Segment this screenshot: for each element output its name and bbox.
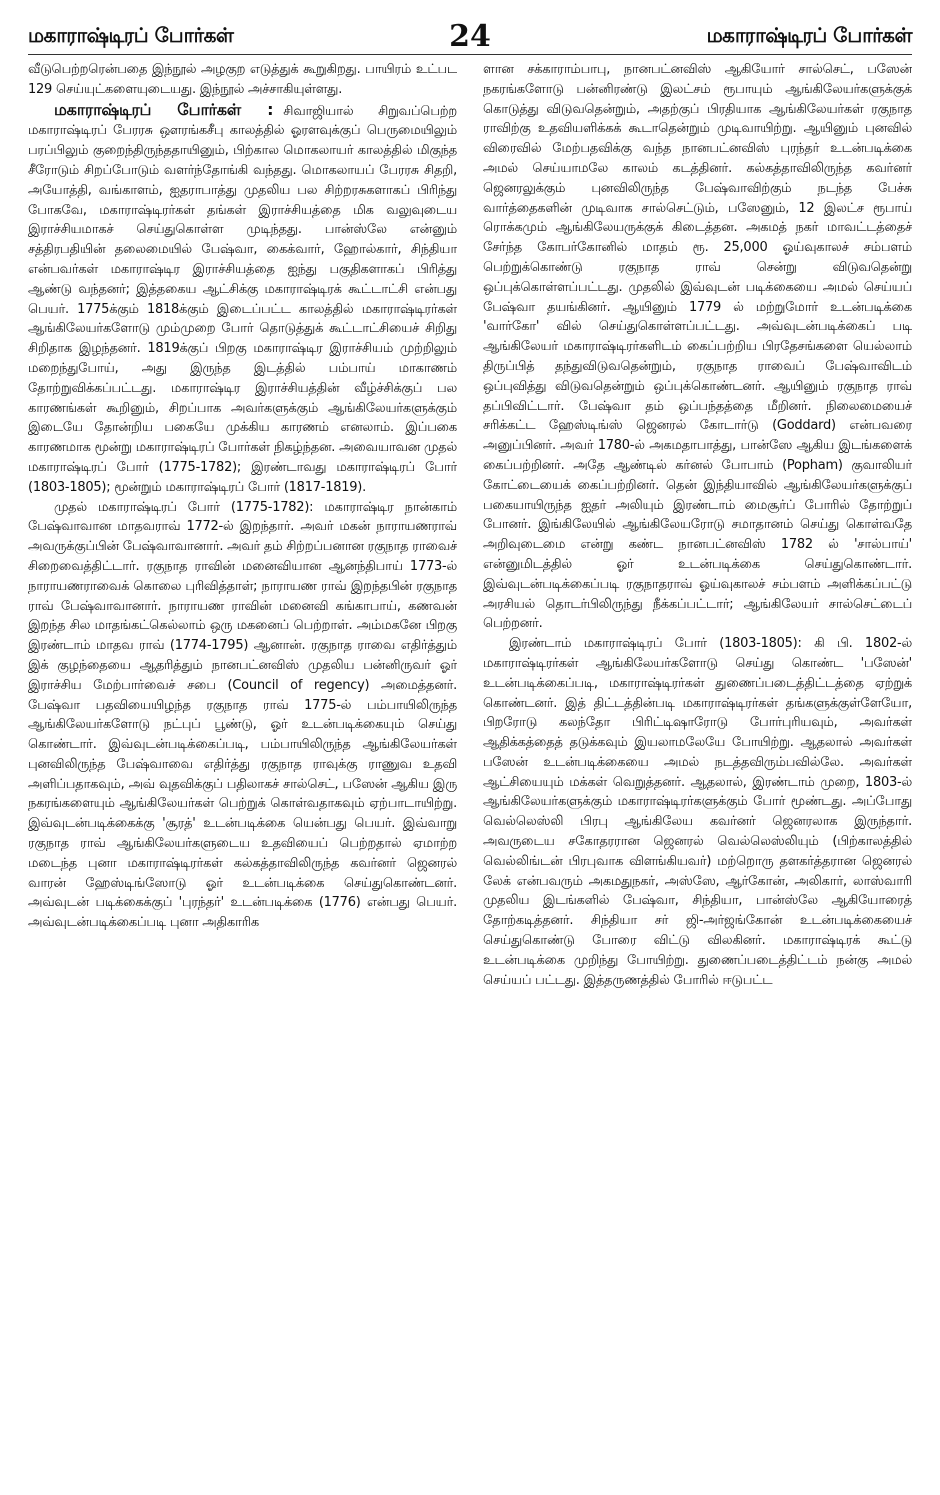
running-title-right: மகாராஷ்டிரப் போர்கள் [706, 22, 912, 47]
section-heading: மகாராஷ்டிரப் போர்கள் : [54, 99, 274, 119]
paragraph-text: சிவாஜியால் சிறுவப்பெற்ற மகாராஷ்டிரப் பேரரசு ஔரங்கசீபு காலத்தில் ஓரளவுக்குப் பெருமையிலும் பரப்பிலும் குறைந்திருந்ததாயினும், பிற்கால மொகலாயர் காலத்தில் மிகுந்த சீரோடும் சிறப்போடும் வளர்ந்தோங்கி வந்தது. மொகலாயப் பேரரசு சிதறி, அயோத்தி, வங்காளம், ஐதராபாத்து முதலிய பல சிற்றரசுகளாகப் பிரிந்து போகவே, மகாராஷ்டிரர்கள் தங்கள் இராச்சியத்தை மிக வலுவுடைய இராச்சியமாகச் செய்துகொள்ள முடிந்தது. பான்ஸ்லே என்னும் சத்திரபதியின் தலைமையில் பேஷ்வா, கைக்வார், ஹோல்கார், சிந்தியா என்பவர்கள் மகாராஷ்டிர இராச்சியத்தை ஐந்து பகுதிகளாகப் பிரித்து ஆண்டு வந்தனர்; இத்தகைய ஆட்சிக்கு மகாராஷ்டிரக் கூட்டாட்சி என்பது பெயர். 1775க்கும் 1818க்கும் இடைப்பட்ட காலத்தில் மகாராஷ்டிரர்கள் ஆங்கிலேயர்களோடு மும்முறை போர் தொடுத்துக் கூட்டாட்சியைச் சிறிது சிறிதாக இழந்தனர். 1819க்குப் பிறகு மகாராஷ்டிர இராச்சியம் முற்றிலும் மறைந்துபோய், அது இருந்த இடத்தில் பம்பாய் மாகாணம் தோற்றுவிக்கப்பட்டது. மகாராஷ்டிர இராச்சியத்தின் வீழ்ச்சிக்குப் பல காரணங்கள் கூறினும், சிறப்பாக அவர்களுக்கும் ஆங்கிலேயர்களுக்கும் இடையே தோன்றிய பகையே முக்கிய காரணம் எனலாம். இப்பகை காரணமாக மூன்று மகாராஷ்டிரப் போர்கள் நிகழ்ந்தன. அவையாவன முதல் மகாராஷ்டிரப் போர் (1775-1782); இரண்டாவது மகாராஷ்டிரப் போர் (1803-1805); மூன்றும் மகாராஷ்டிரப் போர் (1817-1819). [28, 103, 457, 495]
paragraph: வீடுபெற்றரென்பதை இந்நூல் அழகுற எடுத்துக் கூறுகிறது. பாயிரம் உட்பட 129 செய்யுட்களையுடையது. இந்நூல் அச்சாகியுள்ளது. [28, 62, 457, 97]
paragraph: ளான சக்காராம்பாபு, நானபட்னவிஸ் ஆகியோர் சால்செட், பஸேன் நகரங்களோடு பன்னிரண்டு இலட்சம் ரூபாயும் ஆங்கிலேயர்களுக்குக் கொடுத்து விடுவதென்றும், அதற்குப் பிரதியாக ஆங்கிலேயர்கள் ரகுநாத ராவிற்கு உதவியளிக்கக் கூடாதென்றும் முடிவாயிற்று. ஆயினும் புனவில் விரைவில் மேற்பதவிக்கு வந்த நானபட்னவிஸ் புரந்தர் உடன்படிக்கை அமல் செய்யாமலே காலம் கடத்தினர். கல்கத்தாவிலிருந்த கவர்னர் ஜெனரலுக்கும் புனவிலிருந்த பேஷ்வாவிற்கும் நடந்த பேச்சு வார்த்தைகளின் முடிவாக சால்செட்டும், பஸேனும், 12 இலட்ச ரூபாய் ரொக்கமும் ஆங்கிலேயருக்குக் கிடைத்தன. அகமத் நகர் மாவட்டத்தைச் சேர்ந்த கோபர்கோனில் மாதம் ரூ. 25,000 ஓய்வுகாலச் சம்பளம் பெற்றுக்கொண்டு ரகுநாத ராவ் சென்று விடுவதென்று ஒப்புக்கொள்ளப்பட்டது. முதலில் இவ்வுடன் படிக்கையை அமல் செய்யப் பேஷ்வா தயங்கினர். ஆயினும் 1779 ல் மற்றுமோர் உடன்படிக்கை 'வார்கோ' வில் செய்துகொள்ளப்பட்டது. அவ்வுடன்படிக்கைப் படி ஆங்கிலேயர் மகாராஷ்டிரர்களிடம் கைப்பற்றிய பிரதேசங்களை யெல்லாம் திருப்பித் தந்துவிடுவதென்றும், ரகுநாத ராவைப் பேஷ்வாவிடம் ஒப்புவித்து விடுவதென்றும் ஒப்புக்கொண்டனர். ஆயினும் ரகுநாத ராவ் தப்பிவிட்டார். பேஷ்வா தம் ஒப்பந்தத்தை மீறினர். நிலைமையைச் சரிக்கட்ட ஹேஸ்டிங்ஸ் ஜெனரல் கோடார்டு (Goddard) என்பவரை அனுப்பினர். அவர் 1780-ல் அகமதாபாத்து, பான்ஸே ஆகிய இடங்களைக் கைப்பற்றினர். அதே ஆண்டில் கர்னல் போபாம் (Popham) குவாலியர் கோட்டையைக் கைப்பற்றினர். தென் இந்தியாவில் ஆங்கிலேயர்களுக்குப் பகையாயிருந்த ஐதர் அலியும் இரண்டாம் மைசூர்ப் போரில் தோற்றுப் போனர். இங்கிலேயில் ஆங்கிலேயரோடு சமாதானம் செய்து கொள்வதே அறிவுடைமை என்று கண்ட நானபட்னவிஸ் 1782 ல் 'சால்பாய்' என்னுமிடத்தில் ஓர் உடன்படிக்கை செய்துகொண்டார். இவ்வுடன்படிக்கைப்படி ரகுநாதராவ் ஓய்வுகாலச் சம்பளம் அளிக்கப்பட்டு அரசியல் தொடர்பிலிருந்து நீக்கப்பட்டார்; ஆங்கிலேயர் சால்செட்டைப் பெற்றனர். [483, 62, 912, 632]
article-body [28, 60, 912, 1495]
paragraph: இரண்டாம் மகாராஷ்டிரப் போர் (1803-1805): கி பி. 1802-ல் மகாராஷ்டிரர்கள் ஆங்கிலேயர்களோடு செய்து கொண்ட 'பஸேன்' உடன்படிக்கைப்படி, மகாராஷ்டிரர்கள் துணைப்படைத்திட்டத்தை ஏற்றுக் கொண்டனர். இத் திட்டத்தின்படி மகாராஷ்டிரர்கள் தங்களுக்குள்ளேயோ, பிறரோடு கலந்தோ பிரிட்டிஷாரோடு போர்புரியவும், அவர்கள் ஆதிக்கத்தைத் தடுக்கவும் இயலாமலேயே போயிற்று. ஆதலால் அவர்கள் பஸேன் உடன்படிக்கையை அமல் நடத்தவிரும்பவில்லே. அவர்கள் ஆட்சியையும் மக்கள் வெறுத்தனர். ஆதலால், இரண்டாம் முறை, 1803-ல் ஆங்கிலேயர்களுக்கும் மகாராஷ்டிரர்களுக்கும் போர் மூண்டது. அப்போது வெல்லெஸ்லி பிரபு ஆங்கிலேய கவர்னர் ஜெனரலாக இருந்தார். அவருடைய சகோதரரான ஜெனரல் வெல்லெஸ்லியும் (பிற்காலத்தில் வெல்லிங்டன் பிரபுவாக விளங்கியவர்) மற்றொரு தளகர்த்தரான ஜெனரல் லேக் என்பவரும் அகமதுநகர், அஸ்ஸே, ஆர்கோன், அலிகார், லாஸ்வாரி முதலிய இடங்களில் பேஷ்வா, சிந்தியா, பான்ஸ்லே ஆகியோரைத் தோற்கடித்தனர். சிந்தியா சர் ஜி-அர்ஜங்கோன் உடன்படிக்கையைச் செய்துகொண்டு போரை விட்டு விலகினர். மகாராஷ்டிரக் கூட்டு உடன்படிக்கை முறிந்து போயிற்று. துணைப்படைத்திட்டம் நன்கு அமல் செய்யப் பட்டது. இத்தருணத்தில் போரில் ஈடுபட்ட [483, 636, 912, 988]
page-number: 24 [449, 18, 491, 54]
running-header [28, 18, 912, 55]
left-column [28, 60, 457, 1495]
running-title-left: மகாராஷ்டிரப் போர்கள் [28, 22, 234, 47]
right-column [483, 60, 912, 1495]
paragraph: முதல் மகாராஷ்டிரப் போர் (1775-1782): மகாராஷ்டிர நான்காம் பேஷ்வாவான மாதவராவ் 1772-ல் இறந்தார். அவர் மகன் நாராயணராவ் அவருக்குப்பின் பேஷ்வாவானார். அவர் தம் சிற்றப்பனான ரகுநாத ராவைச் சிறைவைத்திட்டார். ரகுநாத ராவின் மனைவியான ஆனந்திபாய் 1773-ல் நாராயணராவைக் கொலை புரிவித்தாள்; நாராயண ராவ் இறந்தபின் ரகுநாத ராவ் பேஷ்வாவானார். நாராயண ராவின் மனைவி கங்காபாய், கணவன் இறந்த சில மாதங்கட்கெல்லாம் ஒரு மகனைப் பெற்றாள். அம்மகனே பிறகு இரண்டாம் மாதவ ராவ் (1774-1795) ஆனான். ரகுநாத ராவை எதிர்த்தும் இக் குழந்தையை ஆதரித்தும் நானபட்னவிஸ் முதலிய பன்னிருவர் ஓர் இராச்சிய மேற்பார்வைச் சபை (Council of regency) அமைத்தனர். பேஷ்வா பதவியையிழந்த ரகுநாத ராவ் 1775-ல் பம்பாயிலிருந்த ஆங்கிலேயர்களோடு நட்புப் பூண்டு, ஓர் உடன்படிக்கையும் செய்து கொண்டார். இவ்வுடன்படிக்கைப்படி, பம்பாயிலிருந்த ஆங்கிலேயர்கள் புனவிலிருந்த பேஷ்வாவை எதிர்த்து ரகுநாத ராவுக்கு ராணுவ உதவி அளிப்பதாகவும், அவ் வுதவிக்குப் பதிலாகச் சால்செட், பஸேன் ஆகிய இரு நகரங்களையும் ஆங்கிலேயர்கள் பெற்றுக் கொள்வதாகவும் ஏற்பாடாயிற்று. இவ்வுடன்படிக்கைக்கு 'சூரத்' உடன்படிக்கை யென்பது பெயர். இவ்வாறு ரகுநாத ராவ் ஆங்கிலேயர்களுடைய உதவியைப் பெற்றதால் ஏமாற்ற மடைந்த புனா மகாராஷ்டிரர்கள் கல்கத்தாவிலிருந்த கவர்னர் ஜெனரல் வாரன் ஹேஸ்டிங்ஸோடு ஓர் உடன்படிக்கை செய்துகொண்டனர். அவ்வுடன் படிக்கைக்குப் 'புரந்தர்' உடன்படிக்கை (1776) என்பது பெயர். அவ்வுடன்படிக்கைப்படி புனா அதிகாரிக [28, 499, 457, 931]
section-paragraph [28, 100, 457, 498]
